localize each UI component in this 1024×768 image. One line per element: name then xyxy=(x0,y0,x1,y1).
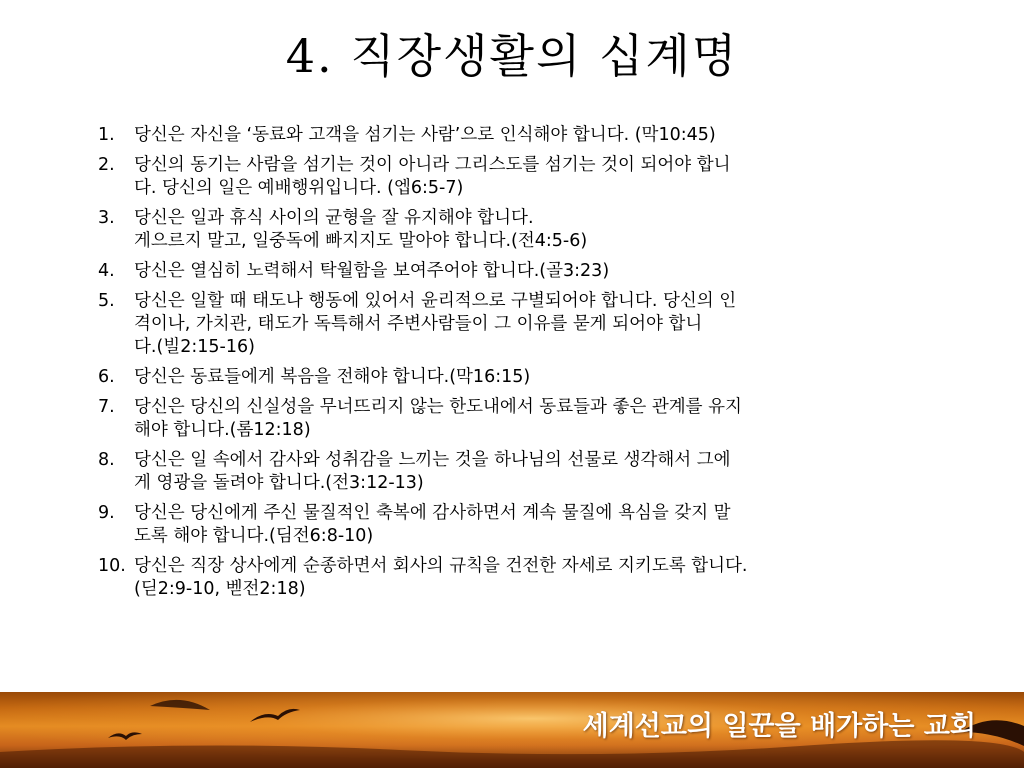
item-text-line: 당신은 당신의 신실성을 무너뜨리지 않는 한도내에서 동료들과 좋은 관계를 유지 xyxy=(134,397,742,417)
list-item xyxy=(98,396,958,442)
item-text-line: 격이나, 가치관, 태도가 독특해서 주변사람들이 그 이유를 묻게 되어야 합니 xyxy=(134,314,703,334)
item-text xyxy=(134,396,958,442)
item-number: 2. xyxy=(98,155,115,175)
list-item xyxy=(98,555,958,601)
item-text xyxy=(134,502,958,548)
item-text-line: 당신은 당신에게 주신 물질적인 축복에 감사하면서 계속 물질에 욕심을 갖지 말 xyxy=(134,503,731,523)
item-text xyxy=(134,555,958,601)
item-text xyxy=(134,260,958,283)
item-number: 1. xyxy=(98,125,115,145)
item-text-line: 도록 해야 합니다.(딤전6:8-10) xyxy=(134,526,374,546)
item-text-line: 당신은 일과 휴식 사이의 균형을 잘 유지해야 합니다. xyxy=(134,208,534,228)
item-text-line: (딛2:9-10, 벧전2:18) xyxy=(134,579,306,599)
item-text xyxy=(134,154,958,200)
item-text-line: 해야 합니다.(롬12:18) xyxy=(134,420,311,440)
item-text-line: 당신은 자신을 ‘동료와 고객을 섬기는 사람’으로 인식해야 합니다. (막10:45) xyxy=(134,125,716,145)
item-text-line: 당신의 동기는 사람을 섬기는 것이 아니라 그리스도를 섬기는 것이 되어야 합니 xyxy=(134,155,731,175)
list-item xyxy=(98,260,958,283)
list-item xyxy=(98,290,958,359)
item-text-line: 게으르지 말고, 일중독에 빠지지도 말아야 합니다.(전4:5-6) xyxy=(134,231,588,251)
item-text xyxy=(134,290,958,359)
item-text xyxy=(134,449,958,495)
item-text-line: 다.(빌2:15-16) xyxy=(134,337,255,357)
item-text xyxy=(134,207,958,253)
item-text-line: 당신은 동료들에게 복음을 전해야 합니다.(막16:15) xyxy=(134,367,531,387)
list-item xyxy=(98,207,958,253)
item-number: 5. xyxy=(98,291,115,311)
item-text xyxy=(134,124,958,147)
item-text-line: 당신은 일할 때 태도나 행동에 있어서 윤리적으로 구별되어야 합니다. 당신의 인 xyxy=(134,291,737,311)
slide-title: 4. 직장생활의 십계명 xyxy=(285,29,739,83)
item-text-line: 당신은 일 속에서 감사와 성취감을 느끼는 것을 하나님의 선물로 생각해서 그에 xyxy=(134,450,731,470)
list-item xyxy=(98,366,958,389)
item-number: 7. xyxy=(98,397,115,417)
item-number: 6. xyxy=(98,367,115,387)
list-item xyxy=(98,154,958,200)
footer-banner xyxy=(0,692,1024,768)
banner-slogan: 세계선교의 일꾼을 배가하는 교회 xyxy=(582,711,976,742)
commandment-list xyxy=(98,124,958,608)
list-item xyxy=(98,124,958,147)
item-number: 9. xyxy=(98,503,115,523)
item-text-line: 다. 당신의 일은 예배행위입니다. (엡6:5-7) xyxy=(134,178,464,198)
item-text-line: 당신은 직장 상사에게 순종하면서 회사의 규칙을 건전한 자세로 지키도록 합니다. xyxy=(134,556,748,576)
item-number: 4. xyxy=(98,261,115,281)
item-text-line: 당신은 열심히 노력해서 탁월함을 보여주어야 합니다.(골3:23) xyxy=(134,261,610,281)
list-item xyxy=(98,502,958,548)
item-text xyxy=(134,366,958,389)
item-text-line: 게 영광을 돌려야 합니다.(전3:12-13) xyxy=(134,473,424,493)
item-number: 10. xyxy=(98,556,126,576)
item-number: 8. xyxy=(98,450,115,470)
list-item xyxy=(98,449,958,495)
item-number: 3. xyxy=(98,208,115,228)
